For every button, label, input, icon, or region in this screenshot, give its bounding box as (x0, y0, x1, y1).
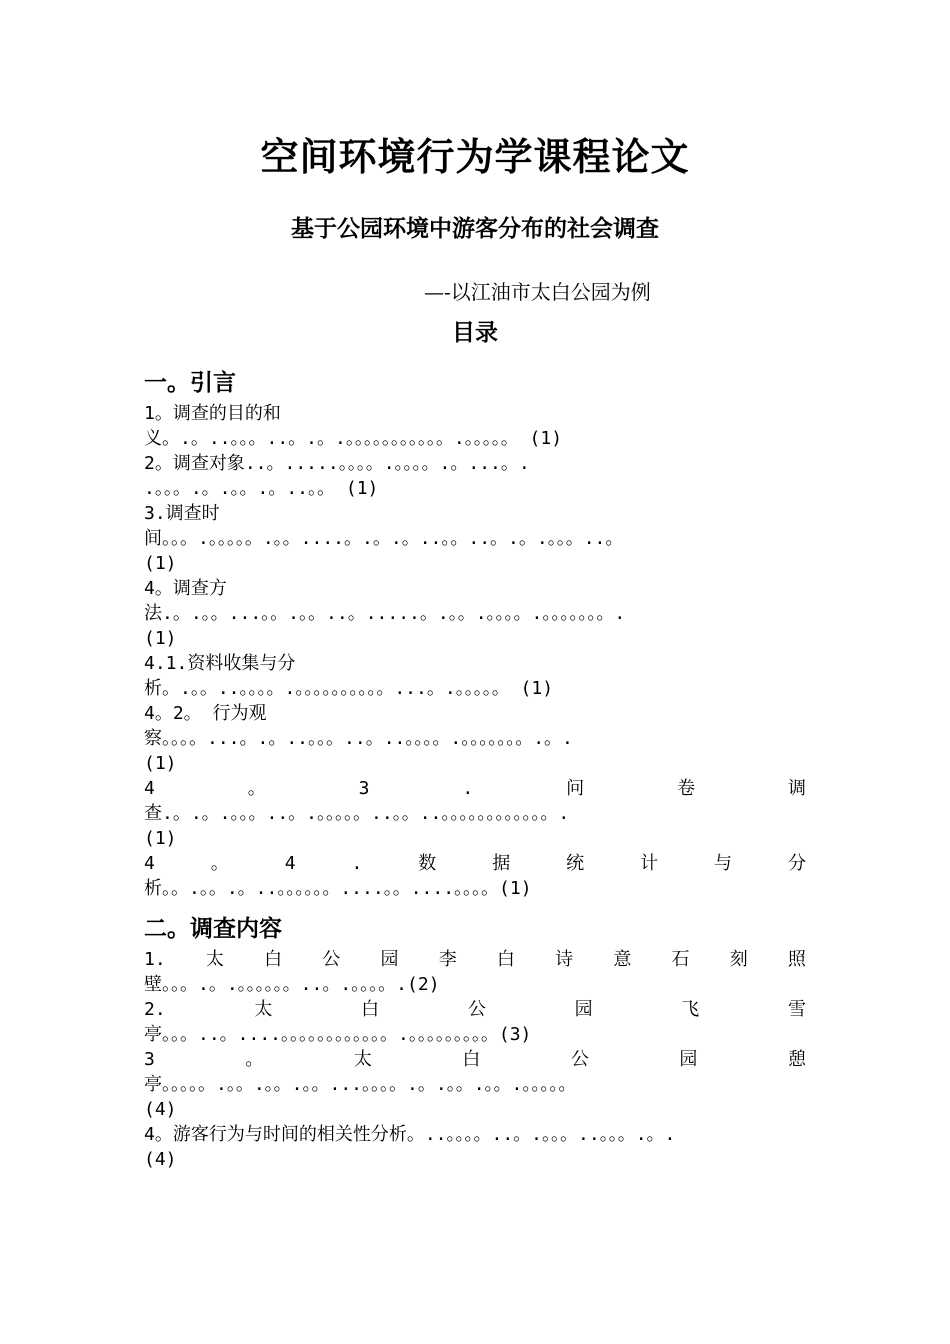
toc-entry-char: 。 (210, 853, 229, 874)
toc-entry-char: 太 (353, 1049, 372, 1070)
toc-entry-char: 4 (144, 778, 155, 799)
toc-entry-line: 4。游客行为与时间的相关性分析。..。。。。..。.。。。..。。。.。. (144, 1124, 676, 1145)
toc-entry-line: 4。调查方 (144, 578, 227, 599)
toc-entry-char: 园 (380, 949, 399, 970)
toc-entry-char: 问 (566, 778, 585, 799)
toc-entry-line: 3.调查时 (144, 503, 220, 524)
toc-entry-line: 察。。。。...。.。..。。。..。..。。。。.。。。。。。。.。. (144, 728, 573, 749)
toc-entry-char: 。 (245, 1049, 264, 1070)
toc-entry-line: 间。。。.。。。。。.。。....。.。.。..。。..。.。.。。。..。 (144, 528, 624, 549)
toc-heading: 目录 (452, 320, 498, 346)
toc-entry-line: (4) (144, 1099, 177, 1120)
toc-entry-line: (1) (144, 828, 177, 849)
toc-entry-line: 析。.。。..。。。。.。。。。。。。。。。...。.。。。。。 (1) (144, 678, 554, 699)
toc-entry-line: 法.。.。。...。。.。。..。.....。.。。.。。。。.。。。。。。。. (144, 603, 626, 624)
toc-entry-char: 诗 (555, 949, 574, 970)
toc-entry-line: 壁。。。.。.。。。。。。..。.。。。。.(2) (144, 974, 440, 995)
toc-entry-char: 公 (467, 999, 486, 1020)
toc-entry-char: 李 (438, 949, 457, 970)
toc-section-heading: 二。调查内容 (144, 916, 282, 942)
toc-entry-line: 4。2。 行为观 (144, 703, 267, 724)
toc-entry-line: 析。。.。。.。..。。。。。。....。。....。。。。(1) (144, 878, 532, 899)
toc-entry-char: 白 (264, 949, 283, 970)
toc-entry-char: 4 (144, 853, 155, 874)
toc-entry-spread-line (144, 777, 806, 801)
toc-entry-char: 统 (566, 853, 585, 874)
toc-entry-char: 分 (787, 853, 806, 874)
toc-entry-spread-line (144, 852, 806, 876)
toc-entry-char: 4 (284, 853, 296, 874)
toc-entry-char: 白 (361, 999, 380, 1020)
toc-entry-spread-line (144, 948, 806, 972)
toc-entry-char: 公 (570, 1049, 589, 1070)
toc-entry-char: 调 (787, 778, 806, 799)
toc-entry-char: 雪 (788, 999, 806, 1020)
toc-entry-char: 3 (358, 778, 370, 799)
toc-entry-char: 数 (418, 853, 437, 874)
toc-entry-char: 白 (496, 949, 515, 970)
toc-entry-line: 查.。.。.。。。..。.。。。。。..。。..。。。。。。。。。。。。. (144, 803, 570, 824)
toc-entry-line: (1) (144, 753, 177, 774)
toc-entry-line: (1) (144, 628, 177, 649)
toc-entry-char: 园 (574, 999, 593, 1020)
toc-entry-line: 亭。。。..。....。。。。。。。。。。。。.。。。。。。。。。(3) (144, 1024, 532, 1045)
toc-entry-char: 照 (787, 949, 806, 970)
toc-entry-char: . (351, 853, 363, 874)
toc-entry-char: 刻 (729, 949, 748, 970)
toc-entry-line: 2。调查对象..。.....。。。。.。。。。.。...。. (144, 453, 530, 474)
toc-entry-line: 4.1.资料收集与分 (144, 653, 296, 674)
toc-entry-char: 。 (247, 778, 266, 799)
toc-entry-line: 1。调查的目的和 (144, 403, 281, 424)
toc-entry-char: 3 (144, 1049, 155, 1070)
toc-entry-line: .。。。.。.。。.。..。。 (1) (144, 478, 379, 499)
toc-entry-char: 卷 (677, 778, 696, 799)
toc-entry-spread-line (144, 1048, 806, 1072)
toc-entry-char: 公 (322, 949, 341, 970)
toc-entry-spread-line (144, 998, 806, 1022)
case-note: —-以江油市太白公园为例 (424, 280, 651, 304)
toc-entry-char: 1. (144, 949, 166, 970)
document-subtitle: 基于公园环境中游客分布的社会调查 (291, 216, 659, 242)
toc-entry-char: . (462, 778, 474, 799)
toc-entry-line: 义。.。..。。。..。.。.。。。。。。。。。。。.。。。。。 (1) (144, 428, 563, 449)
toc-entry-char: 太 (254, 999, 273, 1020)
toc-entry-char: 石 (671, 949, 690, 970)
toc-entry-line: (4) (144, 1149, 177, 1170)
toc-section-heading: 一。引言 (144, 370, 236, 396)
toc-entry-char: 与 (714, 853, 733, 874)
toc-entry-char: 计 (640, 853, 659, 874)
toc-entry-char: 飞 (681, 999, 700, 1020)
toc-entry-char: 白 (462, 1049, 481, 1070)
toc-entry-char: 2. (144, 999, 166, 1020)
toc-entry-char: 意 (613, 949, 632, 970)
document-title: 空间环境行为学课程论文 (260, 134, 690, 179)
toc-entry-char: 园 (679, 1049, 698, 1070)
toc-entry-char: 据 (492, 853, 511, 874)
toc-entry-char: 太 (205, 949, 224, 970)
toc-entry-line: (1) (144, 553, 177, 574)
toc-entry-char: 憩 (787, 1049, 806, 1070)
toc-entry-line: 亭。。。。。.。。.。。.。。...。。。。.。.。。.。。.。。。。。 (144, 1074, 577, 1095)
